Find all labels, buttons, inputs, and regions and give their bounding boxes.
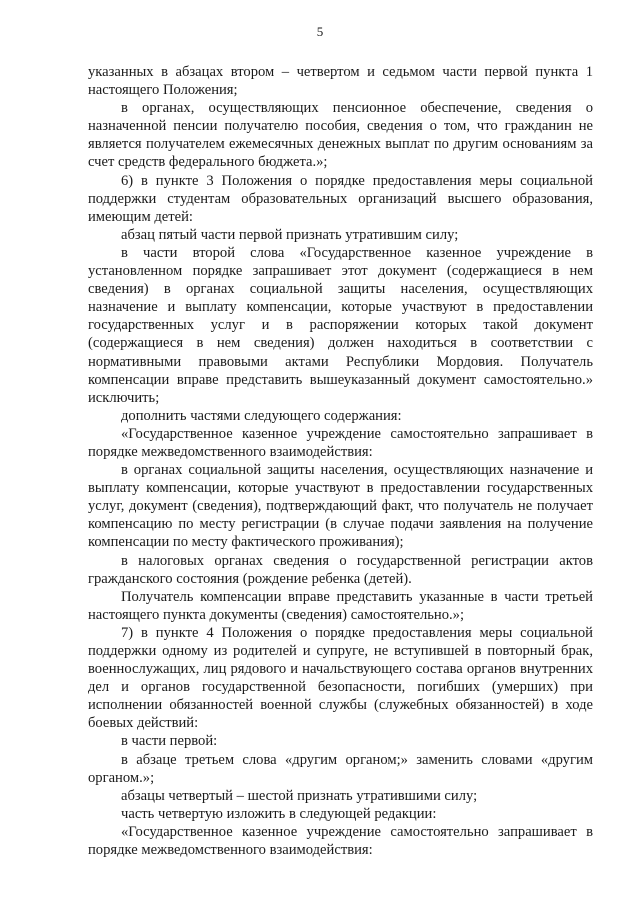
paragraph: в абзаце третьем слова «другим органом;» заменить словами «другим органом.»;: [88, 751, 593, 786]
paragraph: Получатель компенсации вправе представить указанные в части третьей настоящего пункта документы (сведения) самостоятельно.»;: [88, 588, 593, 623]
paragraph: в органах социальной защиты населения, осуществляющих назначение и выплату компенсации, которые участвуют в предоставлении государственных услуг, документ (сведения), подтверждающий факт, что получатель не получает компенсацию по месту регистрации (в случае подачи заявления на получение компенсации по месту фактического проживания);: [88, 462, 593, 551]
paragraph: в налоговых органах сведения о государственной регистрации актов гражданского состояния (рождение ребенка (детей).: [88, 552, 593, 587]
page-number: 5: [316, 24, 324, 39]
paragraph: указанных в абзацах втором – четвертом и седьмом части первой пункта 1 настоящего Положения;: [88, 64, 593, 99]
paragraph: в органах, осуществляющих пенсионное обеспечение, сведения о назначенной пенсии получателю пособия, сведения о том, что гражданин не является получателем ежемесячных денежных выплат по другим основаниям за счет средств федерального бюджета.»;: [88, 100, 593, 171]
paragraph: дополнить частями следующего содержания:: [121, 407, 402, 424]
paragraph: часть четвертую изложить в следующей редакции:: [121, 805, 437, 822]
paragraph: абзацы четвертый – шестой признать утратившими силу;: [121, 787, 478, 804]
document-body: [88, 63, 593, 859]
paragraph: в части второй слова «Государственное казенное учреждение в установленном порядке запрашивает этот документ (содержащиеся в нем сведения) в органах социальной защиты населения, осуществляющих назначение и выплату компенсации, которые участвуют в предоставлении государственных услуг и в распоряжении которых такой документ (содержащиеся в нем сведения) должен находиться в соответствии с нормативными правовыми актами Республики Мордовия. Получатель компенсации вправе представить вышеуказанный документ самостоятельно.» исключить;: [88, 244, 593, 406]
paragraph: абзац пятый части первой признать утратившим силу;: [121, 226, 459, 243]
paragraph: «Государственное казенное учреждение самостоятельно запрашивает в порядке межведомственного взаимодействия:: [88, 823, 593, 859]
paragraph: 6) в пункте 3 Положения о порядке предоставления меры социальной поддержки студентам образовательных организаций высшего образования, имеющим детей:: [88, 172, 593, 225]
paragraph: «Государственное казенное учреждение самостоятельно запрашивает в порядке межведомственного взаимодействия:: [88, 425, 593, 460]
paragraph: 7) в пункте 4 Положения о порядке предоставления меры социальной поддержки одному из родителей и супруге, не вступившей в повторный брак, военнослужащих, лиц рядового и начальствующего состава органов внутренних дел и органов государственной безопасности, погибших (умерших) при исполнении обязанностей военной службы (служебных обязанностей) в ходе боевых действий:: [88, 624, 593, 732]
paragraph: в части первой:: [121, 733, 218, 750]
